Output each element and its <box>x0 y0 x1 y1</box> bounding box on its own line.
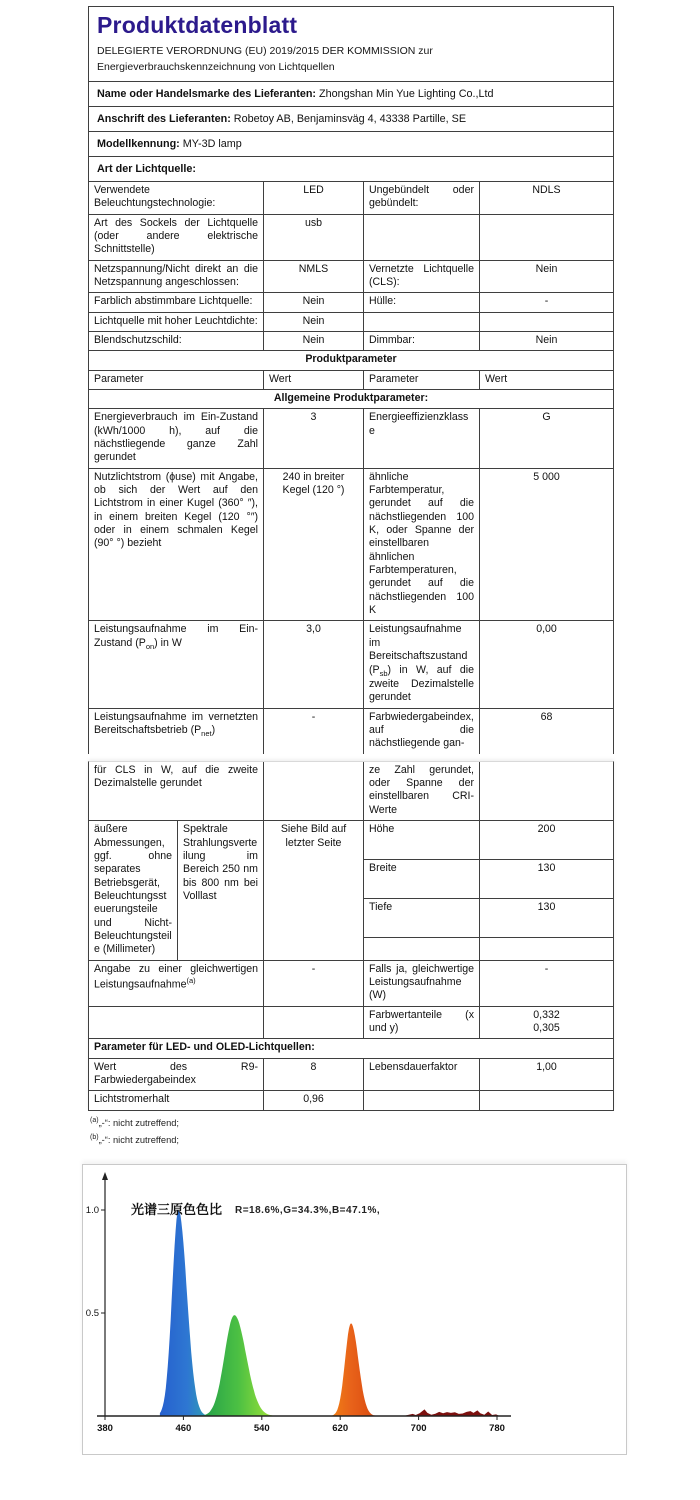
table-row <box>89 1006 613 1039</box>
supplier-name-value: Zhongshan Min Yue Lighting Co.,Ltd <box>319 87 494 100</box>
param-cell: Lichtstromerhalt <box>94 1093 170 1106</box>
footnote-text: „-“: nicht zutreffend; <box>98 1117 179 1128</box>
table-row <box>89 468 613 621</box>
svg-text:700: 700 <box>410 1423 427 1435</box>
table-row <box>89 181 613 214</box>
value-cell: 3,0 <box>263 621 363 707</box>
param-cell: Falls ja, gleichwertige Leistungsaufnahme (W) <box>363 961 479 1006</box>
column-header: Wert <box>479 371 613 389</box>
param-cell <box>89 709 263 754</box>
datasheet-segment-1 <box>88 6 614 754</box>
source-type-label: Art der Lichtquelle: <box>97 162 196 175</box>
value-cell: - <box>263 709 363 754</box>
source-type-header-row <box>89 157 613 181</box>
value-cell <box>479 313 613 331</box>
value-cell: 240 in breiter Kegel (120 °) <box>263 469 363 621</box>
document-content <box>85 6 614 1455</box>
document-title: Produktdatenblatt <box>97 12 298 38</box>
supplier-address-label: Anschrift des Lieferanten: <box>97 112 231 125</box>
page-break-gap <box>88 754 614 761</box>
footnote-a <box>90 1115 612 1132</box>
table-row <box>89 408 613 467</box>
regulation-subtitle <box>97 44 605 74</box>
param-cell: Vernetzte Lichtquelle (CLS): <box>363 261 479 293</box>
value-cell: Siehe Bild auf letzter Seite <box>263 821 363 959</box>
svg-text:620: 620 <box>332 1423 349 1435</box>
param-cell: Wert des R9-Farbwiedergabeindex <box>94 1060 258 1086</box>
value-cell: - <box>479 293 613 311</box>
dimension-value: 130 <box>479 899 613 938</box>
param-cell <box>89 1007 263 1039</box>
value-cell: Nein <box>263 293 363 311</box>
dimension-name: Tiefe <box>363 899 479 938</box>
subscript: sb <box>379 668 388 678</box>
value-cell <box>479 762 613 820</box>
cell-text: ) in W, auf die zweite Dezimalstelle gerundet <box>369 663 474 704</box>
empty-cell <box>479 938 613 959</box>
value-cell: G <box>479 409 613 467</box>
cell-text: Leistungsaufnahme im vernetzten Bereitschaftsbetrieb (P <box>94 710 258 737</box>
value-cell: 1,00 <box>479 1059 613 1091</box>
svg-text:R=18.6%,G=34.3%,B=47.1%,: R=18.6%,G=34.3%,B=47.1%, <box>235 1205 381 1217</box>
param-cell: Lichtquelle mit hoher Leuchtdichte: <box>94 314 258 327</box>
value-cell <box>263 762 363 820</box>
model-id-row <box>89 132 613 157</box>
cell-text: Leistungsaufnahme im Bereitschaftszustand (P <box>369 623 468 676</box>
table-row <box>89 960 613 1006</box>
param-cell: Verwendete Beleuchtungstechnologie: <box>94 183 216 210</box>
table-row <box>89 1090 613 1109</box>
param-cell: Farbwertanteile (x und y) <box>363 1007 479 1039</box>
svg-text:1.0: 1.0 <box>85 1205 99 1217</box>
param-cell: Lebensdauerfaktor <box>363 1059 479 1091</box>
footnote-marker: (a) <box>90 1116 99 1124</box>
value-cell <box>479 215 613 260</box>
regulation-line-1: DELEGIERTE VERORDNUNG (EU) 2019/2015 DER KOMMISSION zur <box>97 45 433 58</box>
value-cell: usb <box>263 215 363 260</box>
value-cell: 8 <box>263 1059 363 1091</box>
table-row <box>89 260 613 293</box>
param-cell: Spektrale Strahlungsverteilung im Bereich 250 nm bis 800 nm bei Volllast <box>177 821 263 959</box>
param-cell <box>363 215 479 260</box>
footnote-marker: (b) <box>90 1133 99 1141</box>
footnote-b <box>90 1132 612 1149</box>
led-section-title: Parameter für LED- und OLED-Lichtquellen: <box>94 1041 315 1054</box>
param-cell: Blendschutzschild: <box>94 333 182 346</box>
param-cell: Nutzlichtstrom (ϕuse) mit Angabe, ob sich der Wert auf den Lichtstrom in einer Kugel (360° ″), in einem breiten Kegel (120 °″) oder in einem schmalen Kegel (90° °) bezieht <box>94 470 258 550</box>
subscript: on <box>145 641 155 651</box>
table-row <box>89 620 613 707</box>
value-cell: 68 <box>479 709 613 754</box>
cell-text: Leistungsaufnahme im Ein-Zustand (P <box>94 623 258 649</box>
param-cell: Energieeffizienzklasse <box>363 409 479 467</box>
value-cell: Nein <box>479 261 613 293</box>
param-cell: ze Zahl gerundet, oder Spanne der einstellbaren CRI-Werte <box>363 762 479 820</box>
regulation-line-2: Energieverbrauchskennzeichnung von Lichtquellen <box>97 60 335 73</box>
param-cell: Art des Sockels der Lichtquelle (oder andere elektrische Schnittstelle) <box>94 216 258 256</box>
column-header: Wert <box>263 371 363 389</box>
supplier-name-row <box>89 82 613 107</box>
footnote-text: „-“: nicht zutreffend; <box>98 1134 179 1145</box>
param-cell: für CLS in W, auf die zweite Dezimalstelle gerundet <box>94 763 258 790</box>
value-cell: 0,96 <box>263 1091 363 1109</box>
svg-text:380: 380 <box>97 1423 113 1435</box>
section-title: Produktparameter <box>305 353 397 366</box>
chromaticity-x: 0,332 <box>533 1008 560 1021</box>
value-cell: 3 <box>263 409 363 467</box>
supplier-address-value: Robetoy AB, Benjaminsväg 4, 43338 Partille, SE <box>233 112 467 125</box>
value-cell <box>263 1007 363 1039</box>
value-cell <box>479 1007 613 1039</box>
param-cell: Dimmbar: <box>363 332 479 350</box>
section-header-row <box>89 389 613 408</box>
cell-text: ) <box>211 724 216 737</box>
section-header-row <box>89 1038 613 1057</box>
dimensions-row <box>89 820 613 959</box>
spectrum-chart <box>83 1165 626 1457</box>
superscript: (a) <box>186 975 196 985</box>
dimension-name: Höhe <box>363 821 479 860</box>
column-header-row <box>89 370 613 389</box>
table-row <box>89 331 613 350</box>
value-cell: Nein <box>479 332 613 350</box>
supplier-name-label: Name oder Handelsmarke des Lieferanten: <box>97 87 317 100</box>
spectral-distribution-image <box>82 1164 627 1455</box>
value-cell: 0,00 <box>479 621 613 707</box>
column-header: Parameter <box>363 371 479 389</box>
param-cell <box>363 313 479 331</box>
param-cell: Farbwiedergabeindex, auf die nächstliegende gan- <box>363 709 479 754</box>
table-row-continued <box>89 762 613 820</box>
chromaticity-y: 0,305 <box>533 1021 560 1034</box>
datasheet-segment-2 <box>88 761 614 1111</box>
param-cell: Netzspannung/Nicht direkt an die Netzspannung angeschlossen: <box>94 262 258 288</box>
value-cell <box>479 1091 613 1109</box>
model-id-label: Modellkennung: <box>97 137 180 150</box>
empty-cell <box>363 938 479 959</box>
footnotes <box>88 1111 614 1151</box>
param-cell: Energieverbrauch im Ein-Zustand (kWh/1000 h), auf die nächstliegende ganze Zahl gerundet <box>94 411 258 464</box>
dimension-value: 200 <box>479 821 613 860</box>
value-cell: Nein <box>263 332 363 350</box>
supplier-address-row <box>89 107 613 132</box>
table-row <box>89 292 613 311</box>
model-id-value: MY-3D lamp <box>182 137 242 150</box>
svg-text:0.5: 0.5 <box>85 1308 99 1320</box>
param-cell <box>363 1091 479 1109</box>
value-cell: 5 000 <box>479 469 613 621</box>
svg-text:光谱三原色色比: 光谱三原色色比 <box>131 1202 223 1218</box>
title-block <box>89 7 613 82</box>
table-row <box>89 312 613 331</box>
svg-text:540: 540 <box>253 1423 270 1435</box>
value-cell: - <box>479 961 613 1006</box>
param-cell: Ungebündelt oder gebündelt: <box>363 182 479 214</box>
value-cell: NDLS <box>479 182 613 214</box>
dimension-name: Breite <box>363 860 479 899</box>
value-cell: LED <box>263 182 363 214</box>
dimensions-label: äußere Abmessungen, ggf. ohne separates Betriebsgerät, Beleuchtungssteuerungsteile und Nicht-Beleuchtungsteile (Millimeter) <box>94 823 172 956</box>
param-cell: Farblich abstimmbare Lichtquelle: <box>94 295 253 308</box>
param-cell: ähnliche Farbtemperatur, gerundet auf die nächstliegenden 100 K, oder Spanne der einstellbaren ähnlichen Farbtemperaturen, gerundet auf die nächstliegenden 100 K <box>363 469 479 621</box>
value-cell: NMLS <box>263 261 363 293</box>
cell-text: ) in W <box>154 636 182 649</box>
column-header: Parameter <box>94 372 144 385</box>
table-row <box>89 214 613 260</box>
svg-text:460: 460 <box>175 1423 192 1435</box>
param-cell <box>363 621 479 707</box>
subscript: net <box>201 729 212 739</box>
param-cell: Hülle: <box>363 293 479 311</box>
cell-text: Angabe zu einer gleichwertigen Leistungsaufnahme <box>94 962 258 991</box>
param-cell <box>89 961 263 1006</box>
param-cell <box>89 621 263 707</box>
table-row <box>89 1058 613 1091</box>
value-cell: - <box>263 961 363 1006</box>
svg-text:780: 780 <box>489 1423 505 1435</box>
table-row <box>89 708 613 754</box>
general-params-title: Allgemeine Produktparameter: <box>273 391 429 404</box>
section-header-row <box>89 350 613 369</box>
dimension-value: 130 <box>479 860 613 899</box>
value-cell: Nein <box>263 313 363 331</box>
